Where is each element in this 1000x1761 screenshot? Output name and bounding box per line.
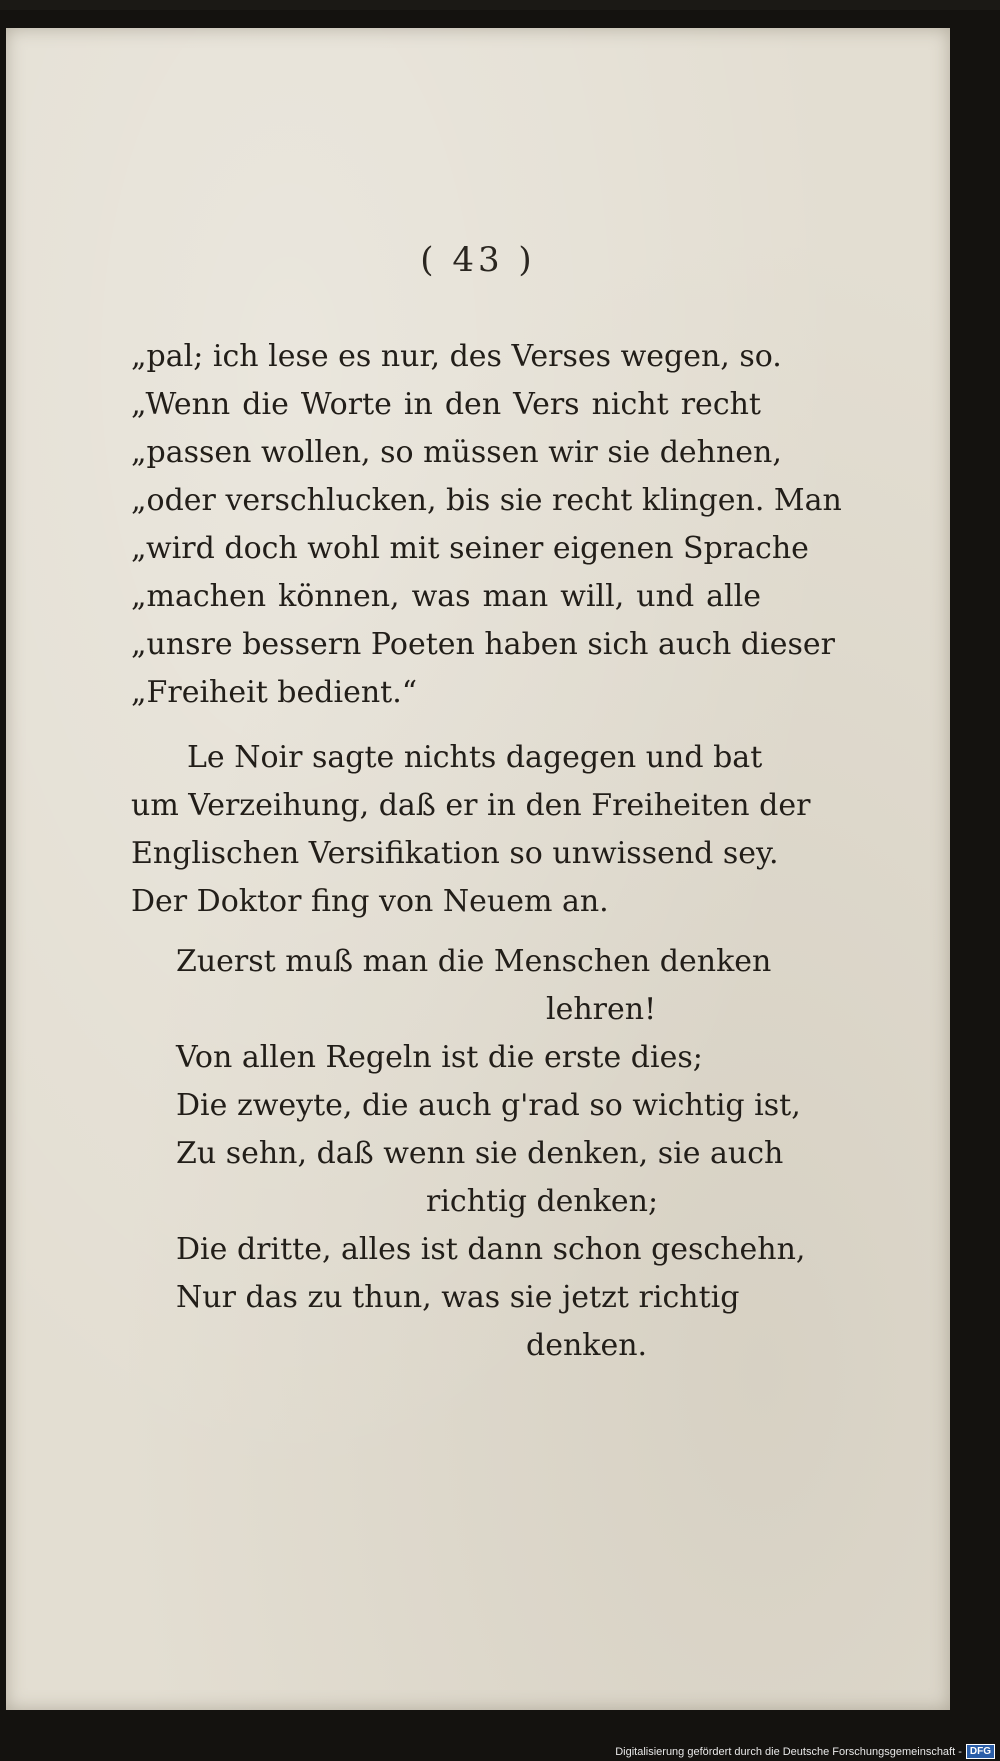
poem-line-continuation: lehren!	[546, 992, 657, 1027]
paragraph-le-noir	[131, 734, 811, 926]
poem-line: Nur das zu thun, was sie jetzt richtig	[176, 1280, 740, 1315]
text-line: „unsre bessern Poeten haben sich auch dieser	[131, 627, 835, 662]
text-line: Der Doktor fing von Neuem an.	[131, 884, 609, 919]
text-line: „passen wollen, so müssen wir sie dehnen,	[131, 435, 782, 470]
credit-text: Digitalisierung gefördert durch die Deutsche Forschungsgemeinschaft -	[615, 1745, 962, 1758]
paragraph-continued-quote	[131, 333, 842, 717]
text-line: „Wenn die Worte in den Vers nicht recht	[131, 387, 761, 422]
text-line: „pal; ich lese es nur, des Verses wegen, so.	[131, 339, 782, 374]
text-line: Englischen Versifikation so unwissend sey.	[131, 836, 779, 871]
poem-block	[176, 938, 806, 1370]
poem-line-continuation: richtig denken;	[426, 1184, 659, 1219]
page-number: ( 43 )	[420, 240, 536, 280]
text-line: „wird doch wohl mit seiner eigenen Sprache	[131, 531, 809, 566]
text-line: „Freiheit bedient.“	[131, 675, 418, 710]
poem-line: Zuerst muß man die Menschen denken	[176, 944, 772, 979]
book-page	[6, 28, 950, 1710]
text-line: „oder verschlucken, bis sie recht klingen. Man	[131, 483, 842, 518]
poem-line-continuation: denken.	[526, 1328, 648, 1363]
text-line: Le Noir sagte nichts dagegen und bat	[187, 740, 763, 775]
scan-top-edge	[0, 0, 1000, 10]
poem-line: Von allen Regeln ist die erste dies;	[176, 1040, 703, 1075]
poem-line: Die zweyte, die auch g'rad so wichtig ist,	[176, 1088, 801, 1123]
text-line: um Verzeihung, daß er in den Freiheiten der	[131, 788, 811, 823]
text-line: „machen können, was man will, und alle	[131, 579, 761, 614]
poem-line: Zu sehn, daß wenn sie denken, sie auch	[176, 1136, 784, 1171]
poem-line: Die dritte, alles ist dann schon geschehn,	[176, 1232, 806, 1267]
dfg-logo: DFG	[966, 1744, 995, 1759]
digitization-credit	[615, 1744, 995, 1759]
